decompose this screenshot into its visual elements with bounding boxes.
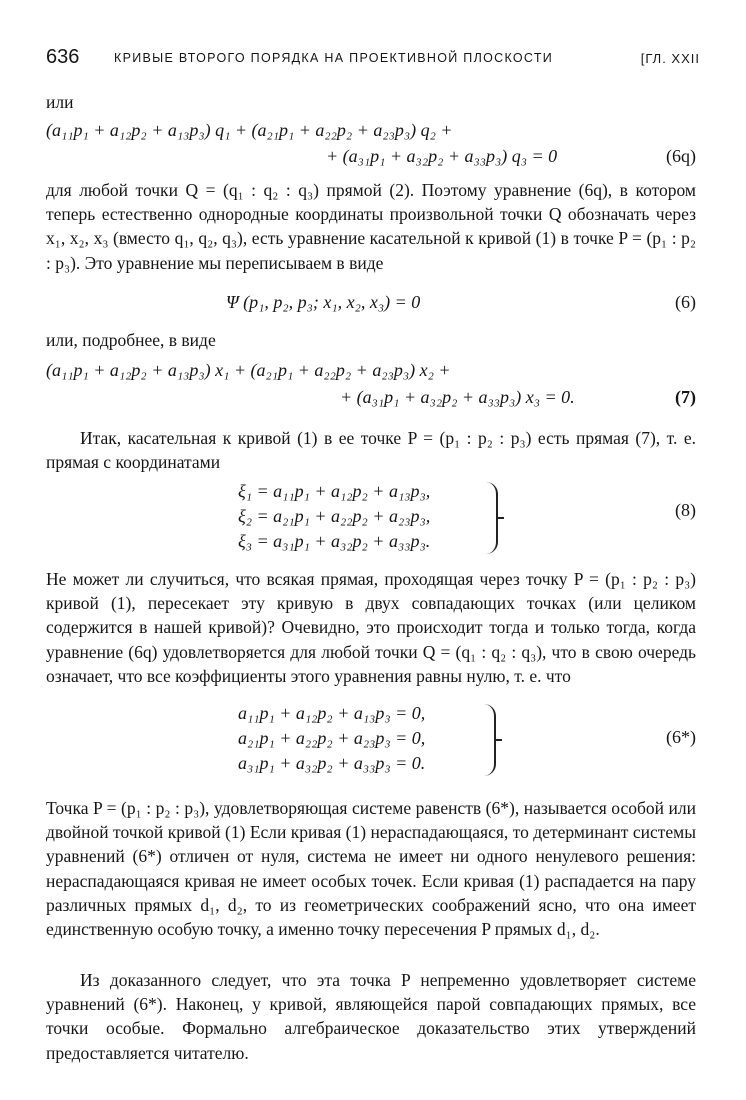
system-6s-brace-tip xyxy=(494,739,502,741)
equation-6: Ψ (p₁, p₂, p₃; x₁, x₂, x₃) = 0 xyxy=(226,292,421,312)
system-6s-line1: a₁₁p₁ + a₁₂p₂ + a₁₃p₃ = 0, xyxy=(238,703,426,723)
page-body xyxy=(46,0,696,1100)
paragraph-tangent-equation: для любой точки Q = (q₁ : q₂ : q₃) прямой (2). Поэтому уравнение (6q), в котором теперь естественно однородные координаты произвольной точки Q обозначать через x₁, x₂, x₃ (вместо q₁, q₂, q₃), есть уравнение касательной к кривой (1) в точке P = (p₁ : p₂ : p₃). Это уравнение мы переписываем в виде xyxy=(46,180,696,273)
equation-8-line3: ξ₃ = a₃₁p₁ + a₃₂p₂ + a₃₃p₃. xyxy=(238,531,431,551)
equation-7-line1: (a₁₁p₁ + a₁₂p₂ + a₁₃p₃) x₁ + (a₂₁p₁ + a₂₂p₂ + a₂₃p₃) x₂ + xyxy=(46,360,451,380)
equation-6q-line2: + (a₃₁p₁ + a₃₂p₂ + a₃₃p₃) q₃ = 0 xyxy=(326,146,558,166)
paragraph-singular-point: Точка P = (p₁ : p₂ : p₃), удовлетворяющая системе равенств (6*), называется особой или двойной точкой кривой (1) Если кривая (1) нераспадающаяся, то детерминант системы уравнений (6*) отличен от нуля, система не имеет ни одного ненулевого решения: нераспадающаяся кривая не имеет особых точек. Если кривая (1) распадается на пару различных прямых d₁, d₂, то из геометрических соображений ясно, что она имеет единственную особую точку, а именно точку пересечения P прямых d₁, d₂. xyxy=(46,798,696,940)
equation-6-label: (6) xyxy=(675,292,696,312)
equation-7-line2: + (a₃₁p₁ + a₃₂p₂ + a₃₃p₃) x₃ = 0. xyxy=(340,387,575,407)
running-title: КРИВЫЕ ВТОРОГО ПОРЯДКА НА ПРОЕКТИВНОЙ ПЛОСКОСТИ xyxy=(114,51,554,65)
equation-8-line1: ξ₁ = a₁₁p₁ + a₁₂p₂ + a₁₃p₃, xyxy=(238,481,431,501)
word-or-1: или xyxy=(46,92,74,112)
page-number: 636 xyxy=(46,46,80,68)
system-6s-line3: a₃₁p₁ + a₃₂p₂ + a₃₃p₃ = 0. xyxy=(238,753,426,773)
chapter-label: [ГЛ. XXII xyxy=(640,51,700,66)
equation-6q-line1: (a₁₁p₁ + a₁₂p₂ + a₁₃p₃) q₁ + (a₂₁p₁ + a₂₂p₂ + a₂₃p₃) q₂ + xyxy=(46,120,453,140)
equation-6q-label: (6q) xyxy=(666,146,696,166)
paragraph-conclusion: Из доказанного следует, что эта точка P непременно удовлетворяет системе уравнений (6*). Наконец, у кривой, являющейся парой совпадающих прямых, все точки особые. Формально алгебраическое доказательство этих утверждений предоставляется читателю. xyxy=(46,970,696,1063)
equation-8-label: (8) xyxy=(675,500,696,520)
paragraph-tangent-line: Итак, касательная к кривой (1) в ее точке P = (p₁ : p₂ : p₃) есть прямая (7), т. е. прямая с координатами xyxy=(46,428,696,473)
system-6s-label: (6*) xyxy=(666,727,696,747)
equation-8-line2: ξ₂ = a₂₁p₁ + a₂₂p₂ + a₂₃p₃, xyxy=(238,506,431,526)
phrase-in-detail: или, подробнее, в виде xyxy=(46,330,216,350)
system-6s-line2: a₂₁p₁ + a₂₂p₂ + a₂₃p₃ = 0, xyxy=(238,728,426,748)
equation-7-label: (7) xyxy=(675,387,696,407)
paragraph-singular-question: Не может ли случиться, что всякая прямая, проходящая через точку P = (p₁ : p₂ : p₃) кривой (1), пересекает эту кривую в двух совпадающих точках (или целиком содержится в нашей кривой)? Очевидно, это происходит тогда и только тогда, когда уравнение (6q) удовлетворяется для любой точки Q = (q₁ : q₂ : q₃), что в свою очередь означает, что все коэффициенты этого уравнения равны нулю, т. е. что xyxy=(46,569,696,686)
system-8-brace-tip xyxy=(496,517,504,519)
